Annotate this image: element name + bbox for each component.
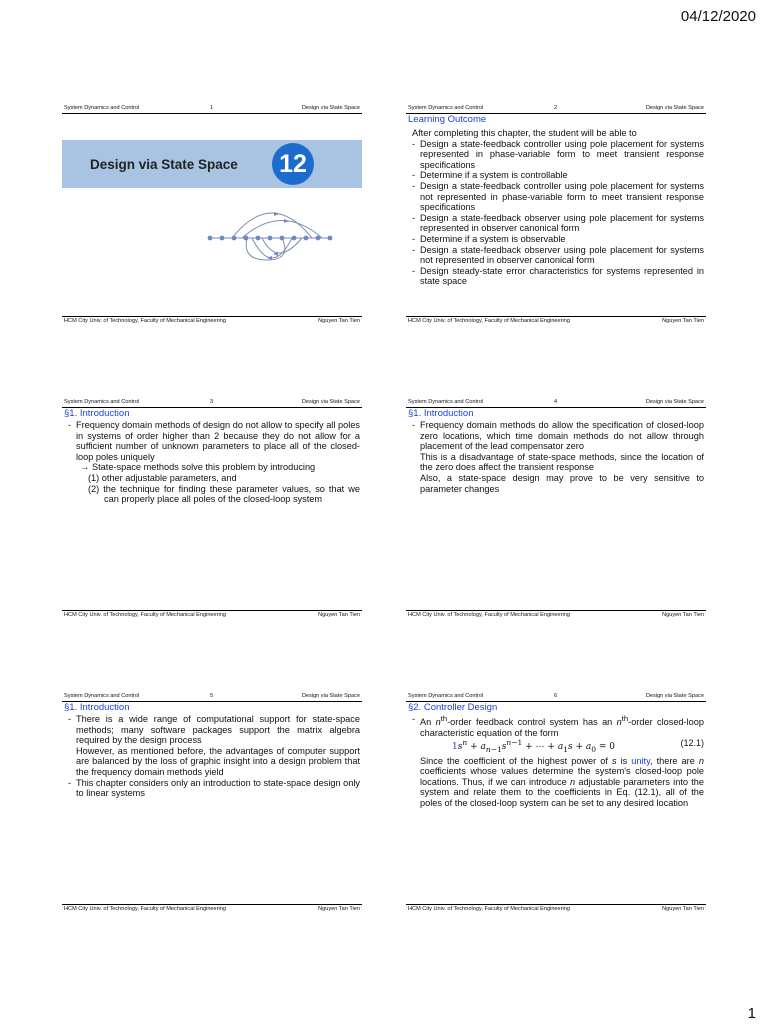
university: HCM City Univ. of Technology, Faculty of Mechanical Engineering	[64, 612, 226, 618]
text: This is a disadvantage of state-space methods, since the location of the zero does affect the transient response	[420, 451, 704, 473]
characteristic-equation: $1s^n + a_{n-1}s^{n-1}$ + ⋯ + $a_1s + a_0 = 0$ (12.1)	[452, 738, 704, 755]
university: HCM City Univ. of Technology, Faculty of Mechanical Engineering	[408, 318, 570, 324]
university: HCM City Univ. of Technology, Faculty of Mechanical Engineering	[408, 612, 570, 618]
list-item: - Determine if a system is observable	[412, 233, 566, 244]
list-item: - Design a state-feedback observer using pole placement for systems not represented in observer canonical form	[412, 244, 704, 266]
slide-topic: Design via State Space	[645, 399, 704, 405]
course-name: System Dynamics and Control	[64, 105, 140, 111]
section-heading: §1. Introduction	[408, 408, 474, 419]
text: However, as mentioned before, the advantages of computer support are balanced by the loss of graphic insight into a design problem that the frequency domain methods yield	[76, 745, 360, 777]
slide-body	[412, 714, 704, 809]
slide-5	[62, 692, 362, 914]
list-item: - Design steady-state error characteristics for systems represented in state space	[412, 265, 704, 287]
slide-4	[406, 398, 706, 620]
list-item: - Determine if a system is controllable	[412, 170, 568, 181]
slide-footer	[406, 316, 706, 326]
slide-header	[62, 398, 362, 408]
slide-number: 3	[210, 399, 214, 405]
slide-3	[62, 398, 362, 620]
slide-body	[68, 714, 360, 799]
list-item: - Design a state-feedback controller using pole placement for systems represented in phase-variable form to meet transient response specifications	[412, 138, 704, 170]
course-name: System Dynamics and Control	[408, 693, 484, 699]
unity-highlight: unity	[631, 755, 650, 766]
slide-header	[62, 104, 362, 114]
slide-header	[406, 398, 706, 408]
slide-topic: Design via State Space	[645, 105, 704, 111]
section-heading: §1. Introduction	[64, 408, 130, 419]
author: Nguyen Tan Tien	[318, 318, 360, 324]
slide-6	[406, 692, 706, 914]
author: Nguyen Tan Tien	[662, 906, 704, 912]
slide-footer	[62, 904, 362, 914]
slide-body	[412, 420, 704, 494]
slide-topic: Design via State Space	[301, 105, 360, 111]
text: Since the coefficient of the highest power of s is unity, there are n coefficients whose values determine the system's closed-loop pole locations. Thus, if we can introduce n adjustable parameters into the system and relate them to the coefficients in Eq. (12.1), all of the poles of the closed-loop system can be set to any desired location	[420, 755, 704, 809]
text: Also, a state-space design may prove to be very sensitive to parameter changes	[420, 472, 704, 494]
page-date: 04/12/2020	[680, 8, 756, 25]
list-item: - Design a state-feedback controller using pole placement for systems not represented in phase-variable form to meet transient response specifications	[412, 180, 704, 213]
list-item: - There is a wide range of computational support for state-space methods; many software packages support the matrix algebra required by the design process	[68, 714, 360, 746]
slide-1	[62, 104, 362, 326]
slide-header	[62, 692, 362, 702]
slide-number: 5	[210, 693, 214, 699]
title-banner	[62, 140, 362, 188]
section-heading: Learning Outcome	[408, 114, 487, 125]
list-item: - Design a state-feedback observer using pole placement for systems represented in observer canonical form	[412, 212, 704, 234]
author: Nguyen Tan Tien	[318, 906, 360, 912]
slide-topic: Design via State Space	[301, 399, 360, 405]
slide-topic: Design via State Space	[645, 693, 704, 699]
slide-number: 1	[210, 105, 214, 111]
list-item: - Frequency domain methods do allow the specification of closed-loop zero locations, which time domain methods do not allow through placement of the lead compensator zero	[412, 420, 704, 452]
section-heading: §2. Controller Design	[408, 702, 498, 713]
author: Nguyen Tan Tien	[662, 318, 704, 324]
course-name: System Dynamics and Control	[64, 693, 140, 699]
equation-number: (12.1)	[680, 738, 704, 749]
slide-footer	[406, 610, 706, 620]
slide-number: 2	[554, 105, 558, 111]
list-item: - Frequency domain methods of design do not allow to specify all poles in systems of order higher than 2 because they do not allow for a sufficient number of unknown parameters to place all of the closed-loop poles uniquely	[68, 420, 360, 462]
text: (1) other adjustable parameters, and	[88, 472, 237, 483]
signal-flow-graph-image	[202, 198, 342, 278]
page-number: 1	[747, 1005, 756, 1022]
chapter-title: Design via State Space	[90, 157, 238, 172]
slide-body	[412, 128, 704, 287]
university: HCM City Univ. of Technology, Faculty of Mechanical Engineering	[64, 318, 226, 324]
section-heading: §1. Introduction	[64, 702, 130, 713]
author: Nguyen Tan Tien	[318, 612, 360, 618]
slide-number: 4	[554, 399, 558, 405]
slide-footer	[62, 610, 362, 620]
slide-topic: Design via State Space	[301, 693, 360, 699]
slide-2	[406, 104, 706, 326]
list-item: - This chapter considers only an introduction to state-space design only to linear systems	[68, 777, 360, 799]
slide-footer	[62, 316, 362, 326]
course-name: System Dynamics and Control	[64, 399, 140, 405]
course-name: System Dynamics and Control	[408, 399, 484, 405]
slide-header	[406, 104, 706, 114]
course-name: System Dynamics and Control	[408, 105, 484, 111]
university: HCM City Univ. of Technology, Faculty of Mechanical Engineering	[64, 906, 226, 912]
intro-text: After completing this chapter, the student will be able to	[412, 128, 637, 138]
chapter-number-badge: 12	[272, 143, 314, 185]
list-item: - An $n^{th}$-order feedback control system has an $n^{th}$-order closed-loop characteristic equation of the form	[412, 714, 704, 738]
slide-footer	[406, 904, 706, 914]
university: HCM City Univ. of Technology, Faculty of Mechanical Engineering	[408, 906, 570, 912]
author: Nguyen Tan Tien	[662, 612, 704, 618]
slide-body	[68, 420, 360, 505]
slide-number: 6	[554, 693, 558, 699]
list-item: → State-space methods solve this problem by introducing	[80, 462, 316, 473]
text: (2) the technique for finding these parameter values, so that we can properly place all poles of the closed-loop system	[88, 483, 360, 505]
slide-header	[406, 692, 706, 702]
